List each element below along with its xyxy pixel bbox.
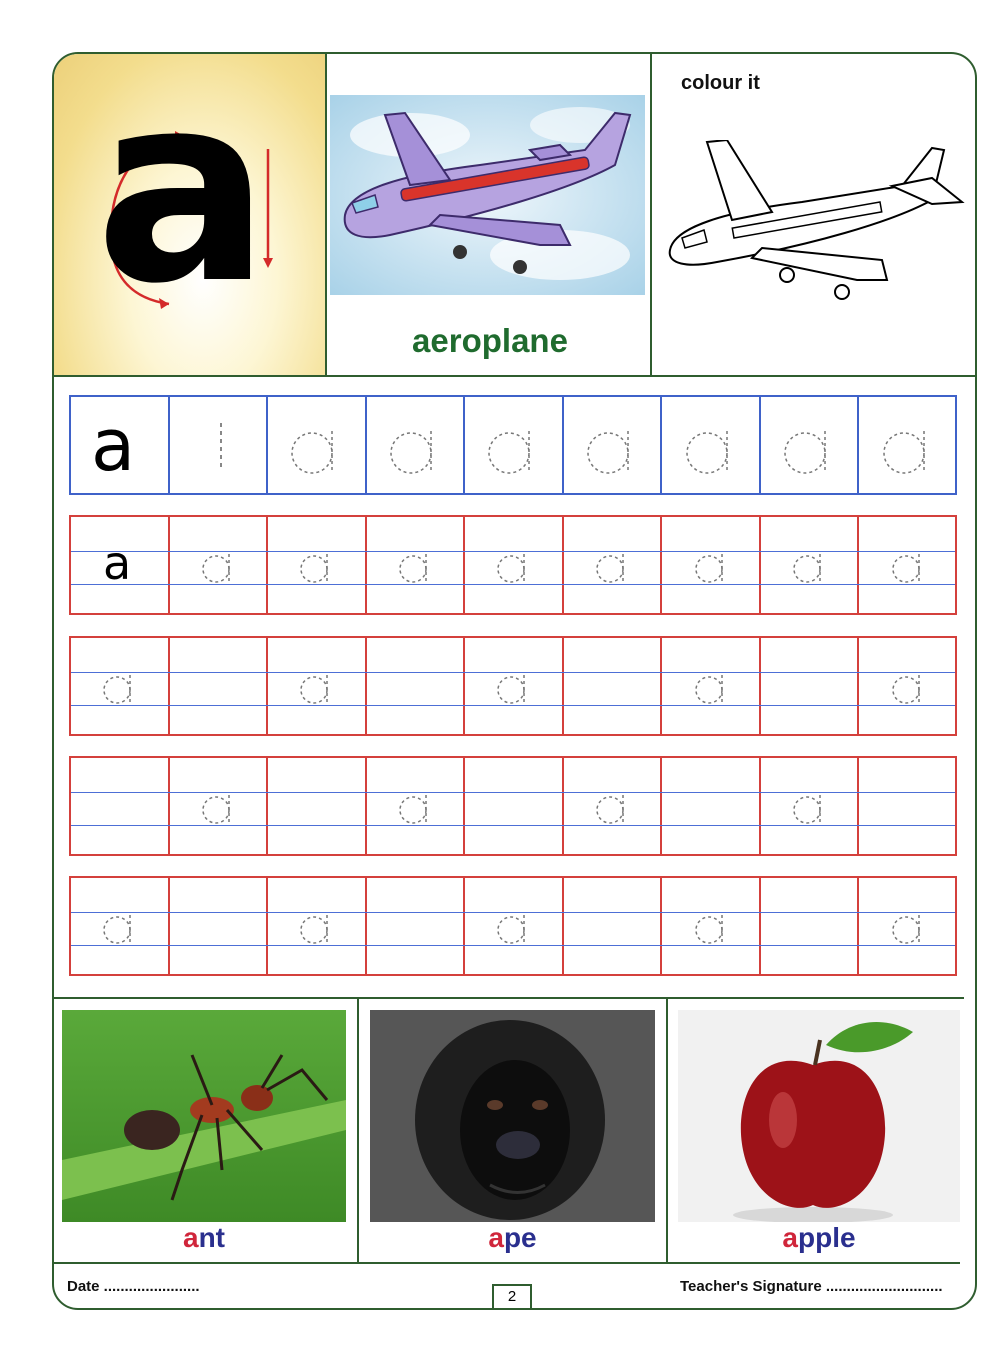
dotted-letter-a[interactable] (779, 417, 839, 477)
colour-it-label: colour it (681, 72, 760, 94)
practice-row-4 (69, 876, 957, 976)
cell-separator (463, 878, 465, 974)
dotted-letter-a[interactable] (890, 909, 930, 947)
cell-separator (857, 878, 859, 974)
practice-row-1 (69, 515, 957, 615)
bottom-divider-1 (357, 999, 359, 1262)
dotted-letter-a[interactable] (385, 417, 445, 477)
dotted-letter-a[interactable] (495, 909, 535, 947)
word-ape (370, 1222, 655, 1254)
trace-stroke[interactable] (211, 419, 231, 475)
cell-separator (562, 638, 564, 734)
cell-separator (266, 878, 268, 974)
cell-separator (365, 878, 367, 974)
cell-separator (168, 517, 170, 613)
colouring-aeroplane[interactable] (662, 140, 967, 305)
cell-separator (562, 517, 564, 613)
dotted-letter-a[interactable] (594, 548, 634, 586)
dotted-letter-a[interactable] (397, 548, 437, 586)
dotted-letter-a[interactable] (495, 669, 535, 707)
cell-separator (266, 758, 268, 854)
big-letter-a: a (95, 39, 271, 341)
dotted-letter-a[interactable] (890, 548, 930, 586)
cell-separator (660, 638, 662, 734)
word-ant (62, 1222, 346, 1254)
aeroplane-caption: aeroplane (412, 322, 568, 359)
apple-photo (678, 1010, 960, 1222)
cell-separator (562, 397, 564, 493)
cell-separator (562, 878, 564, 974)
cell-separator (759, 397, 761, 493)
cell-separator (266, 517, 268, 613)
practice-row-2 (69, 636, 957, 736)
dotted-letter-a[interactable] (101, 669, 141, 707)
top-section-divider (52, 375, 977, 377)
cell-separator (365, 397, 367, 493)
model-letter: a (91, 403, 136, 487)
cell-separator (857, 638, 859, 734)
cell-separator (759, 758, 761, 854)
model-letter-small: a (103, 536, 132, 590)
footer-line (52, 1262, 960, 1264)
cell-separator (168, 878, 170, 974)
cell-separator (562, 758, 564, 854)
dotted-letter-a[interactable] (693, 669, 733, 707)
word-first-letter: a (182, 1222, 199, 1253)
dotted-letter-a[interactable] (890, 669, 930, 707)
cell-separator (463, 758, 465, 854)
cell-separator (759, 517, 761, 613)
cell-separator (857, 517, 859, 613)
dotted-letter-a[interactable] (681, 417, 741, 477)
word-rest: nt (198, 1222, 225, 1253)
teacher-signature-field[interactable]: Teacher's Signature ............................ (680, 1278, 943, 1295)
cell-separator (463, 397, 465, 493)
bottom-section-divider (52, 997, 964, 999)
word-apple (678, 1222, 960, 1254)
cell-separator (463, 517, 465, 613)
cell-separator (660, 878, 662, 974)
cell-separator (365, 758, 367, 854)
dotted-letter-a[interactable] (200, 789, 240, 827)
dotted-letter-a[interactable] (200, 548, 240, 586)
ant-photo (62, 1010, 346, 1222)
dotted-letter-a[interactable] (582, 417, 642, 477)
model-row (69, 395, 957, 495)
cell-separator (168, 758, 170, 854)
bottom-divider-2 (666, 999, 668, 1262)
dotted-letter-a[interactable] (878, 417, 938, 477)
dotted-letter-a[interactable] (693, 548, 733, 586)
cell-separator (365, 638, 367, 734)
cell-separator (660, 397, 662, 493)
dotted-letter-a[interactable] (298, 669, 338, 707)
cell-separator (365, 517, 367, 613)
word-rest: pple (798, 1222, 856, 1253)
word-first-letter: a (782, 1222, 798, 1253)
cell-separator (660, 517, 662, 613)
page-number: 2 (492, 1284, 532, 1310)
cell-separator (463, 638, 465, 734)
dotted-letter-a[interactable] (791, 789, 831, 827)
cell-separator (857, 397, 859, 493)
word-rest: pe (503, 1222, 537, 1253)
dotted-letter-a[interactable] (298, 548, 338, 586)
cell-separator (660, 758, 662, 854)
dotted-letter-a[interactable] (594, 789, 634, 827)
dotted-letter-a[interactable] (495, 548, 535, 586)
cell-separator (759, 878, 761, 974)
dotted-letter-a[interactable] (298, 909, 338, 947)
date-field[interactable]: Date ....................... (67, 1278, 200, 1295)
practice-row-3 (69, 756, 957, 856)
dotted-letter-a[interactable] (791, 548, 831, 586)
cell-separator (266, 397, 268, 493)
dotted-letter-a[interactable] (101, 909, 141, 947)
dotted-letter-a[interactable] (693, 909, 733, 947)
top-divider-1 (325, 54, 327, 375)
dotted-letter-a[interactable] (397, 789, 437, 827)
dotted-letter-a[interactable] (483, 417, 543, 477)
cell-separator (759, 638, 761, 734)
cell-separator (168, 397, 170, 493)
dotted-letter-a[interactable] (286, 417, 346, 477)
aeroplane-picture (330, 95, 645, 295)
top-divider-2 (650, 54, 652, 375)
ape-photo (370, 1010, 655, 1222)
cell-separator (857, 758, 859, 854)
cell-separator (168, 638, 170, 734)
cell-separator (266, 638, 268, 734)
word-first-letter: a (488, 1222, 504, 1253)
